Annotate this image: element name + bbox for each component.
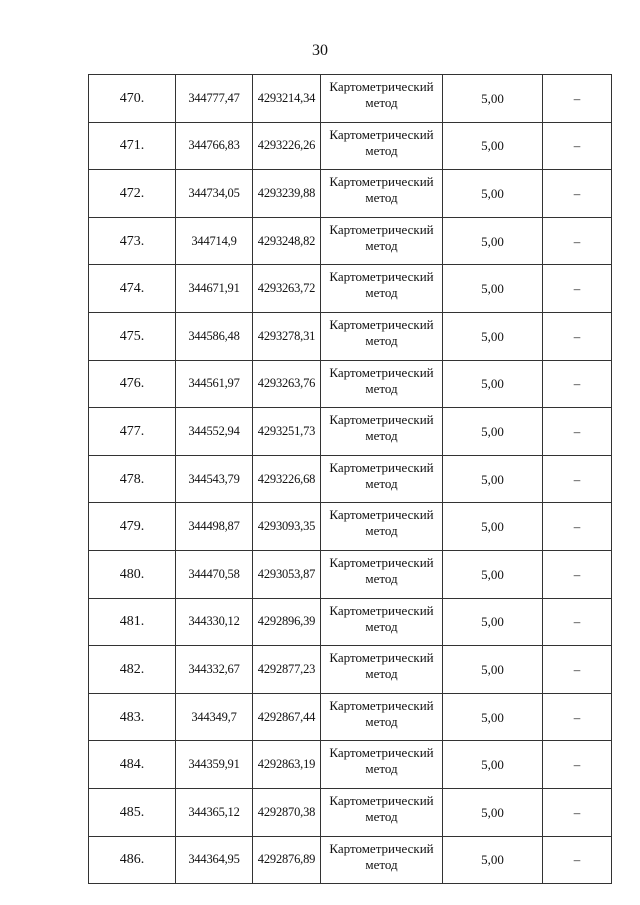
method-cell <box>321 503 443 551</box>
y-coordinate-cell: 4292877,23 <box>253 646 321 694</box>
accuracy-cell: 5,00 <box>443 265 543 313</box>
method-text: Картометрический метод <box>329 269 434 301</box>
method-text: Картометрический метод <box>329 840 434 872</box>
table-row <box>89 75 612 123</box>
table-row <box>89 312 612 360</box>
point-number-cell: 477. <box>89 408 176 456</box>
point-number-cell: 481. <box>89 598 176 646</box>
note-cell: – <box>543 312 612 360</box>
method-text: Картометрический метод <box>329 412 434 444</box>
x-coordinate-cell: 344364,95 <box>176 836 253 884</box>
table-row <box>89 217 612 265</box>
y-coordinate-cell: 4292896,39 <box>253 598 321 646</box>
point-number-cell: 471. <box>89 122 176 170</box>
x-coordinate-cell: 344359,91 <box>176 741 253 789</box>
accuracy-cell: 5,00 <box>443 170 543 218</box>
point-number-cell: 475. <box>89 312 176 360</box>
accuracy-cell: 5,00 <box>443 836 543 884</box>
method-text: Картометрический метод <box>329 316 434 348</box>
y-coordinate-cell: 4293248,82 <box>253 217 321 265</box>
y-coordinate-cell: 4293214,34 <box>253 75 321 123</box>
y-coordinate-cell: 4292870,38 <box>253 788 321 836</box>
point-number-cell: 482. <box>89 646 176 694</box>
method-text: Картометрический метод <box>329 507 434 539</box>
y-coordinate-cell: 4293226,26 <box>253 122 321 170</box>
accuracy-cell: 5,00 <box>443 455 543 503</box>
accuracy-cell: 5,00 <box>443 503 543 551</box>
x-coordinate-cell: 344561,97 <box>176 360 253 408</box>
method-cell <box>321 122 443 170</box>
x-coordinate-cell: 344543,79 <box>176 455 253 503</box>
x-coordinate-cell: 344734,05 <box>176 170 253 218</box>
table-row <box>89 550 612 598</box>
coordinates-table <box>88 74 612 884</box>
accuracy-cell: 5,00 <box>443 741 543 789</box>
note-cell: – <box>543 550 612 598</box>
point-number-cell: 474. <box>89 265 176 313</box>
x-coordinate-cell: 344586,48 <box>176 312 253 360</box>
point-number-cell: 478. <box>89 455 176 503</box>
method-text: Картометрический метод <box>329 79 434 110</box>
y-coordinate-cell: 4292867,44 <box>253 693 321 741</box>
method-text: Картометрический метод <box>329 174 434 206</box>
table-row <box>89 741 612 789</box>
method-text: Картометрический метод <box>329 364 434 396</box>
point-number-cell: 479. <box>89 503 176 551</box>
y-coordinate-cell: 4293278,31 <box>253 312 321 360</box>
accuracy-cell: 5,00 <box>443 598 543 646</box>
y-coordinate-cell: 4293053,87 <box>253 550 321 598</box>
accuracy-cell: 5,00 <box>443 788 543 836</box>
point-number-cell: 473. <box>89 217 176 265</box>
x-coordinate-cell: 344777,47 <box>176 75 253 123</box>
coordinates-table-body <box>89 75 612 884</box>
note-cell: – <box>543 836 612 884</box>
method-cell <box>321 550 443 598</box>
table-row <box>89 455 612 503</box>
table-row <box>89 646 612 694</box>
point-number-cell: 485. <box>89 788 176 836</box>
method-cell <box>321 170 443 218</box>
note-cell: – <box>543 265 612 313</box>
method-cell <box>321 217 443 265</box>
table-row <box>89 265 612 313</box>
table-row <box>89 503 612 551</box>
note-cell: – <box>543 693 612 741</box>
x-coordinate-cell: 344470,58 <box>176 550 253 598</box>
method-cell <box>321 836 443 884</box>
note-cell: – <box>543 408 612 456</box>
table-row <box>89 170 612 218</box>
note-cell: – <box>543 122 612 170</box>
accuracy-cell: 5,00 <box>443 217 543 265</box>
accuracy-cell: 5,00 <box>443 408 543 456</box>
note-cell: – <box>543 646 612 694</box>
x-coordinate-cell: 344330,12 <box>176 598 253 646</box>
point-number-cell: 472. <box>89 170 176 218</box>
method-cell <box>321 646 443 694</box>
method-text: Картометрический метод <box>329 459 434 491</box>
x-coordinate-cell: 344766,83 <box>176 122 253 170</box>
note-cell: – <box>543 75 612 123</box>
accuracy-cell: 5,00 <box>443 360 543 408</box>
accuracy-cell: 5,00 <box>443 550 543 598</box>
table-row <box>89 122 612 170</box>
accuracy-cell: 5,00 <box>443 75 543 123</box>
method-cell <box>321 265 443 313</box>
accuracy-cell: 5,00 <box>443 122 543 170</box>
x-coordinate-cell: 344671,91 <box>176 265 253 313</box>
y-coordinate-cell: 4293093,35 <box>253 503 321 551</box>
table-row <box>89 788 612 836</box>
method-cell <box>321 598 443 646</box>
table-row <box>89 598 612 646</box>
point-number-cell: 470. <box>89 75 176 123</box>
y-coordinate-cell: 4292863,19 <box>253 741 321 789</box>
y-coordinate-cell: 4293251,73 <box>253 408 321 456</box>
y-coordinate-cell: 4292876,89 <box>253 836 321 884</box>
point-number-cell: 476. <box>89 360 176 408</box>
y-coordinate-cell: 4293263,72 <box>253 265 321 313</box>
x-coordinate-cell: 344365,12 <box>176 788 253 836</box>
note-cell: – <box>543 217 612 265</box>
table-row <box>89 693 612 741</box>
note-cell: – <box>543 360 612 408</box>
method-cell <box>321 455 443 503</box>
y-coordinate-cell: 4293239,88 <box>253 170 321 218</box>
point-number-cell: 483. <box>89 693 176 741</box>
method-text: Картометрический метод <box>329 792 434 824</box>
point-number-cell: 486. <box>89 836 176 884</box>
x-coordinate-cell: 344349,7 <box>176 693 253 741</box>
accuracy-cell: 5,00 <box>443 693 543 741</box>
note-cell: – <box>543 741 612 789</box>
method-cell <box>321 75 443 123</box>
method-cell <box>321 788 443 836</box>
page-number: 30 <box>312 42 328 59</box>
note-cell: – <box>543 503 612 551</box>
method-cell <box>321 312 443 360</box>
point-number-cell: 480. <box>89 550 176 598</box>
x-coordinate-cell: 344332,67 <box>176 646 253 694</box>
method-text: Картометрический метод <box>329 126 434 158</box>
y-coordinate-cell: 4293263,76 <box>253 360 321 408</box>
table-row <box>89 360 612 408</box>
method-text: Картометрический метод <box>329 554 434 586</box>
method-cell <box>321 741 443 789</box>
method-cell <box>321 360 443 408</box>
note-cell: – <box>543 788 612 836</box>
method-text: Картометрический метод <box>329 745 434 777</box>
table-row <box>89 408 612 456</box>
note-cell: – <box>543 598 612 646</box>
method-text: Картометрический метод <box>329 221 434 253</box>
table-row <box>89 836 612 884</box>
method-cell <box>321 693 443 741</box>
method-text: Картометрический метод <box>329 697 434 729</box>
x-coordinate-cell: 344714,9 <box>176 217 253 265</box>
note-cell: – <box>543 455 612 503</box>
accuracy-cell: 5,00 <box>443 312 543 360</box>
y-coordinate-cell: 4293226,68 <box>253 455 321 503</box>
x-coordinate-cell: 344552,94 <box>176 408 253 456</box>
x-coordinate-cell: 344498,87 <box>176 503 253 551</box>
point-number-cell: 484. <box>89 741 176 789</box>
method-text: Картометрический метод <box>329 602 434 634</box>
method-text: Картометрический метод <box>329 650 434 682</box>
note-cell: – <box>543 170 612 218</box>
method-cell <box>321 408 443 456</box>
accuracy-cell: 5,00 <box>443 646 543 694</box>
